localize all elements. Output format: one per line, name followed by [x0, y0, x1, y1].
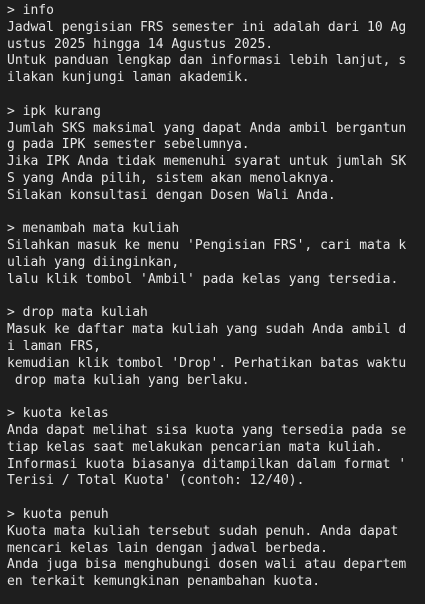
output-line: Anda juga bisa menghubungi dosen wali atau departem — [7, 557, 407, 573]
output-line: Informasi kuota biasanya ditampilkan dalam format ' — [7, 456, 407, 472]
output-line: Jadwal pengisian FRS semester ini adalah dari 10 Ag — [7, 19, 407, 35]
output-line: Anda dapat melihat sisa kuota yang tersedia pada se — [7, 422, 407, 438]
output-line: Terisi / Total Kuota' (contoh: 12/40). — [7, 473, 305, 489]
output-line: Silahkan masuk ke menu 'Pengisian FRS', cari mata k — [7, 238, 407, 254]
output-line: Jumlah SKS maksimal yang dapat Anda ambil bergantun — [7, 120, 407, 136]
command-line: > ipk kurang — [7, 103, 101, 119]
entry-kuota-penuh — [7, 507, 425, 591]
command-line: > drop mata kuliah — [7, 305, 148, 321]
output-line: ustus 2025 hingga 14 Agustus 2025. — [7, 36, 274, 52]
output-line: ilakan kunjungi laman akademik. — [7, 70, 250, 86]
output-line: Kuota mata kuliah tersebut sudah penuh. Anda dapat — [7, 523, 399, 539]
entry-drop-mata-kuliah — [7, 305, 425, 389]
output-line: Jika IPK Anda tidak memenuhi syarat untuk jumlah SK — [7, 154, 407, 170]
output-line: tiap kelas saat melakukan pencarian mata kuliah. — [7, 439, 383, 455]
output-line: kemudian klik tombol 'Drop'. Perhatikan batas waktu — [7, 355, 407, 371]
output-line: S yang Anda pilih, sistem akan menolaknya. — [7, 170, 336, 186]
output-line: g pada IPK semester sebelumnya. — [7, 137, 250, 153]
entry-menambah-mata-kuliah — [7, 221, 425, 288]
entry-ipk-kurang — [7, 104, 425, 205]
output-line: mencari kelas lain dengan jadwal berbeda. — [7, 540, 328, 556]
entry-kuota-kelas — [7, 406, 425, 490]
command-line: > menambah mata kuliah — [7, 221, 180, 237]
entry-info — [7, 3, 425, 87]
output-line: i laman FRS, — [7, 338, 101, 354]
command-line: > info — [7, 3, 54, 18]
output-line: uliah yang diinginkan, — [7, 254, 180, 270]
output-line: drop mata kuliah yang berlaku. — [7, 372, 250, 388]
output-line: en terkait kemungkinan penambahan kuota. — [7, 574, 321, 590]
output-line: Masuk ke daftar mata kuliah yang sudah Anda ambil d — [7, 322, 407, 338]
command-line: > kuota penuh — [7, 506, 109, 522]
output-line: lalu klik tombol 'Ambil' pada kelas yang tersedia. — [7, 271, 399, 287]
command-line: > kuota kelas — [7, 406, 109, 422]
output-line: Silakan konsultasi dengan Dosen Wali Anda. — [7, 187, 336, 203]
output-line: Untuk panduan lengkap dan informasi lebih lanjut, s — [7, 53, 407, 69]
